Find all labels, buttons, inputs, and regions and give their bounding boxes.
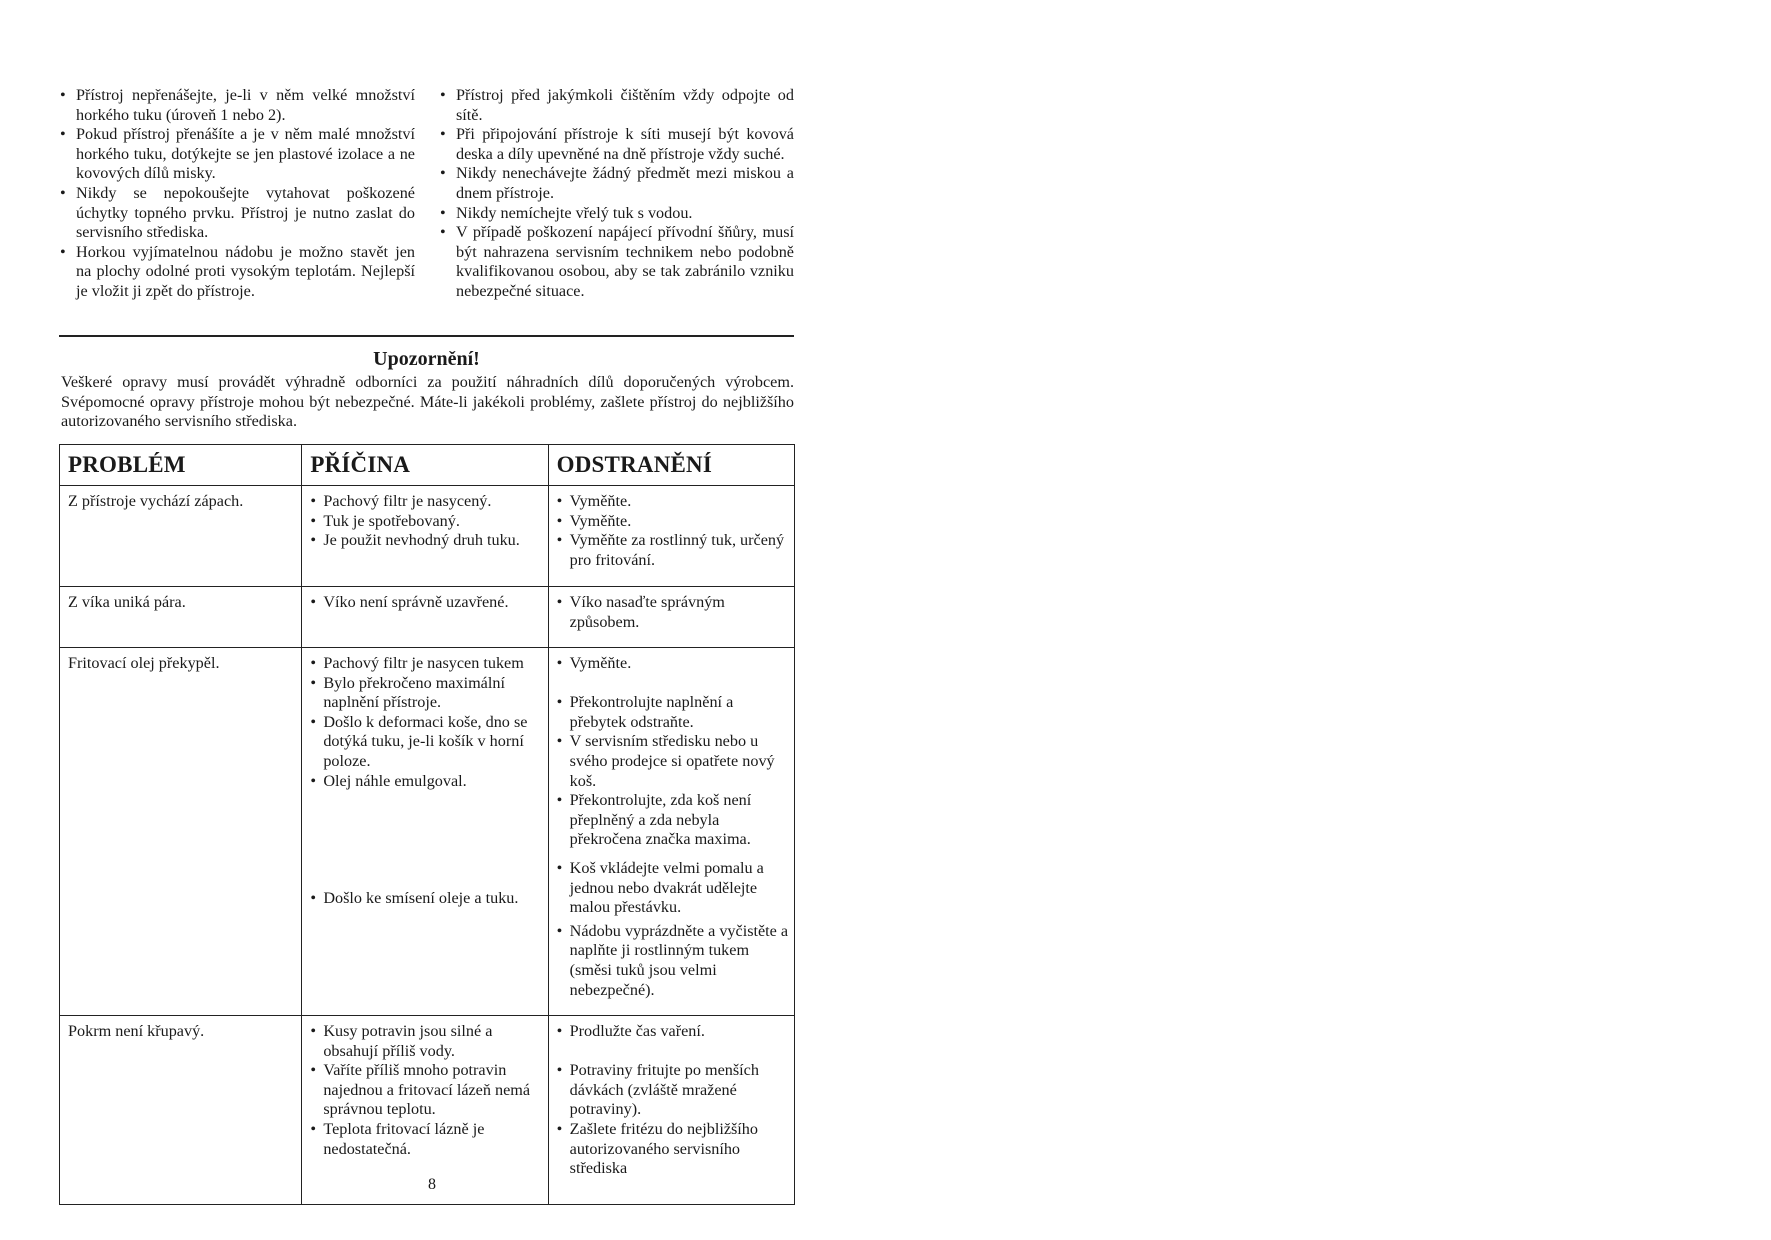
remedy-item: • Prodlužte čas vaření. [557, 1022, 790, 1042]
cause-item: • Bylo překročeno maximální naplnění přístroje. [310, 674, 543, 713]
cause-item: • Tuk je spotřebovaný. [310, 512, 543, 532]
list-item: • Nikdy nemíchejte vřelý tuk s vodou. [440, 204, 794, 224]
remedy-cell [548, 648, 794, 1016]
cause-cell [302, 587, 548, 648]
remedy-item: • Vyměňte. [557, 654, 790, 674]
list-item: • V případě poškození napájecí přívodní šňůry, musí být nahrazena servisním technikem nebo podobně kvalifikovanou osobou, aby se tak zabránilo vzniku nebezpečné situace. [440, 223, 794, 301]
remedy-item: • Zašlete fritézu do nejbližšího autorizovaného servisního střediska [557, 1120, 790, 1179]
remedy-item: • Víko nasaďte správným způsobem. [557, 593, 790, 632]
table-row [60, 587, 795, 648]
warning-title: Upozornění! [373, 348, 480, 370]
cause-item: • Vaříte příliš mnoho potravin najednou a fritovací lázeň nemá správnou teplotu. [310, 1061, 543, 1120]
cause-item: • Víko není správně uzavřené. [310, 593, 543, 613]
cause-cell [302, 648, 548, 1016]
troubleshooting-table [59, 444, 795, 1205]
remedy-item: • Vyměňte za rostlinný tuk, určený pro fritování. [557, 531, 790, 570]
warning-text: Veškeré opravy musí provádět výhradně odborníci za použití náhradních dílů doporučených výrobcem. Svépomocné opravy přístroje mohou být nebezpečné. Máte-li jakékoli problémy, zašlete přístroj do nejbližšího autorizovaného servisního střediska. [61, 373, 794, 431]
problem-cell: Z víka uniká pára. [60, 587, 302, 648]
cause-item: • Pachový filtr je nasycený. [310, 492, 543, 512]
list-item: • Přístroj před jakýmkoli čištěním vždy odpojte od sítě. [440, 86, 794, 125]
section-divider [59, 335, 794, 337]
safety-list-right [440, 86, 794, 302]
table-header-row [60, 445, 795, 486]
cause-item: • Je použit nevhodný druh tuku. [310, 531, 543, 551]
header-cause: PŘÍČINA [302, 445, 548, 486]
remedy-cell [548, 587, 794, 648]
remedy-item: • Vyměňte. [557, 512, 790, 532]
problem-cell: Pokrm není křupavý. [60, 1016, 302, 1205]
table-row [60, 648, 795, 1016]
header-problem: PROBLÉM [60, 445, 302, 486]
remedy-item: • V servisním středisku nebo u svého prodejce si opatřete nový koš. [557, 732, 790, 791]
remedy-cell [548, 486, 794, 587]
cause-item: • Kusy potravin jsou silné a obsahují příliš vody. [310, 1022, 543, 1061]
safety-list-left [60, 86, 415, 302]
list-item: • Horkou vyjímatelnou nádobu je možno stavět jen na plochy odolné proti vysokým teplotám. Nejlepší je vložit ji zpět do přístroje. [60, 243, 415, 302]
cause-item: • Došlo k deformaci koše, dno se dotýká tuku, je-li košík v horní poloze. [310, 713, 543, 772]
list-item: • Nikdy nenechávejte žádný předmět mezi miskou a dnem přístroje. [440, 164, 794, 203]
remedy-item: • Překontrolujte, zda koš není přeplněný a zda nebyla překročena značka maxima. [557, 791, 790, 850]
problem-cell: Z přístroje vychází zápach. [60, 486, 302, 587]
problem-cell: Fritovací olej překypěl. [60, 648, 302, 1016]
cause-cell [302, 486, 548, 587]
cause-item: • Teplota fritovací lázně je nedostatečná. [310, 1120, 543, 1159]
remedy-item: • Překontrolujte naplnění a přebytek odstraňte. [557, 693, 790, 732]
remedy-item: • Potraviny fritujte po menších dávkách (zvláště mražené potraviny). [557, 1061, 790, 1120]
cause-item: • Došlo ke smísení oleje a tuku. [310, 889, 543, 909]
list-item: • Nikdy se nepokoušejte vytahovat poškozené úchytky topného prvku. Přístroj je nutno zaslat do servisního střediska. [60, 184, 415, 243]
header-remedy: ODSTRANĚNÍ [548, 445, 794, 486]
list-item: • Přístroj nepřenášejte, je-li v něm velké množství horkého tuku (úroveň 1 nebo 2). [60, 86, 415, 125]
table-row [60, 486, 795, 587]
list-item: • Pokud přístroj přenášíte a je v něm malé množství horkého tuku, dotýkejte se jen plastové izolace a ne kovových dílů misky. [60, 125, 415, 184]
page-number: 8 [428, 1176, 436, 1193]
cause-item: • Olej náhle emulgoval. [310, 772, 543, 792]
remedy-item: • Koš vkládejte velmi pomalu a jednou nebo dvakrát udělejte malou přestávku. [557, 859, 790, 918]
cause-item: • Pachový filtr je nasycen tukem [310, 654, 543, 674]
remedy-item: • Nádobu vyprázdněte a vyčistěte a naplňte ji rostlinným tukem (směsi tuků jsou velmi nebezpečné). [557, 922, 790, 1000]
remedy-cell [548, 1016, 794, 1205]
list-item: • Při připojování přístroje k síti musejí být kovová deska a díly upevněné na dně přístroje vždy suché. [440, 125, 794, 164]
remedy-item: • Vyměňte. [557, 492, 790, 512]
